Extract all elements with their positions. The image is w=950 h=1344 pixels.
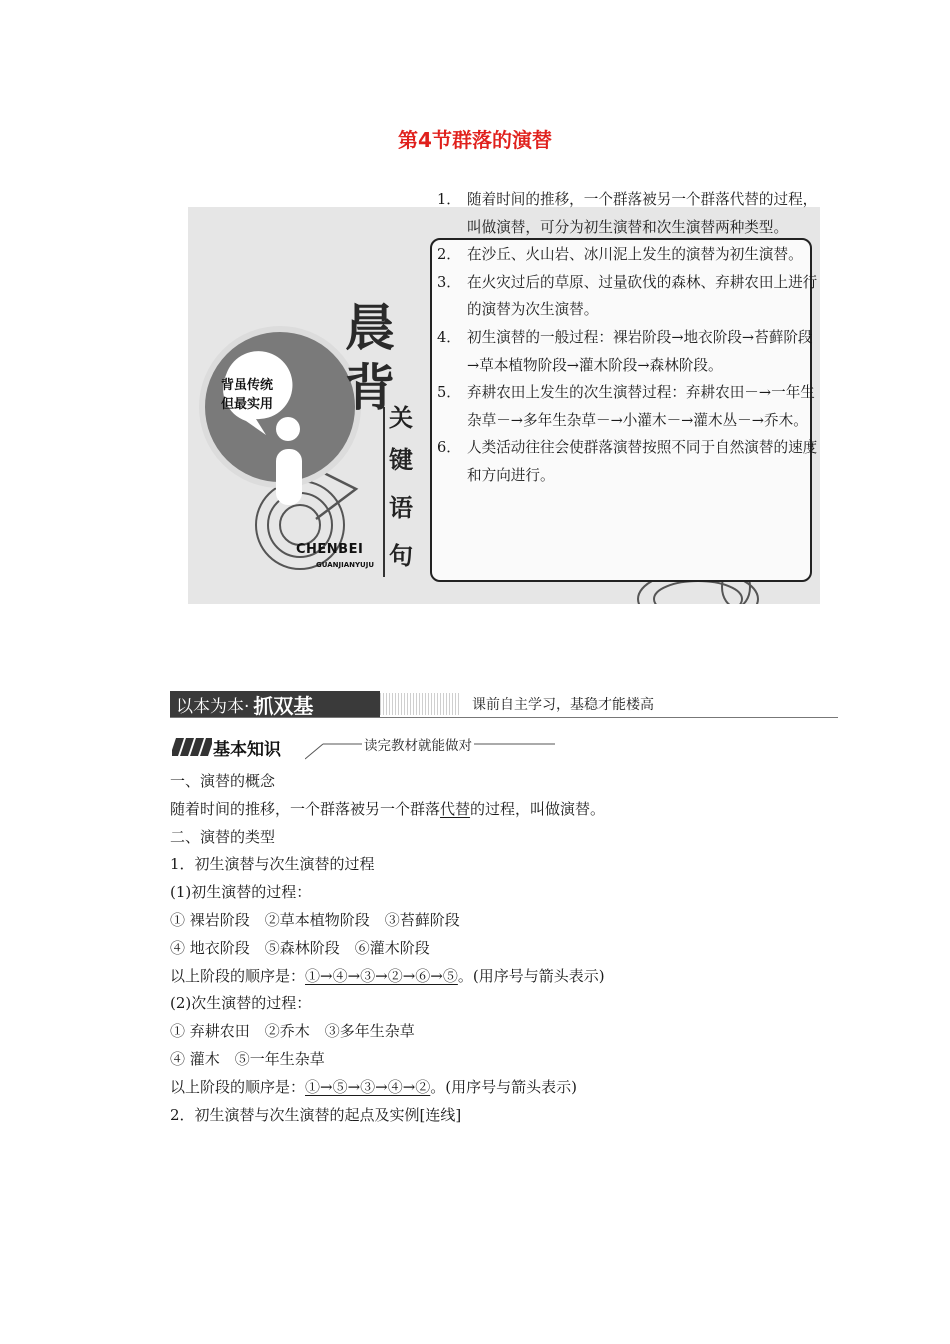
page-title: 第4节群落的演替 xyxy=(398,128,552,152)
bubble-line-1: 背虽传统 xyxy=(221,378,274,393)
text-span: 。(用序号与箭头表示) xyxy=(430,1077,578,1096)
text-span: 以上阶段的顺序是： xyxy=(170,1077,306,1096)
secondary-stage-line-1: ① 弃耕农田 ②乔木 ③多年生杂草 xyxy=(170,1022,415,1041)
basic-knowledge-label: 基本知识 xyxy=(213,740,281,760)
primary-stage-line-2: ④ 地衣阶段 ⑤森林阶段 ⑥灌木阶段 xyxy=(170,938,430,957)
answer-blank: 代替 xyxy=(440,799,471,818)
secondary-succession-label: (2)次生演替的过程： xyxy=(170,994,312,1013)
basic-knowledge-subtitle: 读完教材就能做对 xyxy=(362,734,474,754)
key-sentences-list xyxy=(434,186,820,490)
banner-subtitle: 课前自主学习，基稳才能楼高 xyxy=(472,697,654,713)
concept-paragraph xyxy=(170,796,850,824)
recite-small-char-1: 关 xyxy=(389,404,413,432)
subheading-examples: 2．初生演替与次生演替的起点及实例[连线] xyxy=(170,1105,462,1124)
text-span: 的过程，叫做演替。 xyxy=(470,799,606,818)
secondary-stage-line-2: ④ 灌木 ⑤一年生杂草 xyxy=(170,1049,325,1068)
item-text: 人类活动往往会使群落演替按照不同于自然演替的速度和方向进行。 xyxy=(467,439,818,484)
item-text: 弃耕农田上发生的次生演替过程：弃耕农田－→一年生杂草－→多年生杂草－→小灌木－→灌木丛－→乔木。 xyxy=(467,384,815,429)
bubble-line-2: 但最实用 xyxy=(221,397,274,412)
primary-order-line xyxy=(170,963,850,991)
stripes-icon xyxy=(172,736,212,758)
brand-label: CHENBEI xyxy=(296,542,364,557)
list-item xyxy=(434,324,820,379)
heading-concept: 一、演替的概念 xyxy=(170,772,276,790)
item-text: 在沙丘、火山岩、冰川泥上发生的演替为初生演替。 xyxy=(467,246,803,264)
speech-bubble-text xyxy=(221,376,273,414)
primary-stage-line-1: ① 裸岩阶段 ②草本植物阶段 ③苔藓阶段 xyxy=(170,910,460,929)
primary-succession-label: (1)初生演替的过程： xyxy=(170,883,312,902)
subheading-process: 1．初生演替与次生演替的过程 xyxy=(170,855,375,874)
knowledge-content xyxy=(170,768,850,1129)
text-span: 。(用序号与箭头表示) xyxy=(457,966,605,985)
secondary-order-line xyxy=(170,1074,850,1102)
recite-small-char-4: 句 xyxy=(389,542,413,570)
list-item xyxy=(434,434,820,489)
section-banner xyxy=(170,691,380,717)
recite-small-char-2: 键 xyxy=(389,446,413,474)
heading-types: 二、演替的类型 xyxy=(170,827,276,846)
brand-sub-label: GUANJIANYUJU xyxy=(316,561,375,569)
list-item xyxy=(434,186,820,241)
item-number: 2． xyxy=(437,246,461,264)
banner-title: 抓双基 xyxy=(253,693,314,718)
list-item xyxy=(434,379,820,434)
item-number: 4． xyxy=(437,328,461,346)
divider xyxy=(170,717,838,718)
text-span: 以上阶段的顺序是： xyxy=(170,966,306,985)
item-number: 1． xyxy=(437,191,461,208)
banner-prefix: 以本为本· xyxy=(176,696,250,717)
item-text: 初生演替的一般过程：裸岩阶段→地衣阶段→苔藓阶段→草本植物阶段→灌木阶段→森林阶段。 xyxy=(467,328,813,374)
item-text: 在火灾过后的草原、过量砍伐的森林、弃耕农田上进行的演替为次生演替。 xyxy=(467,273,818,319)
item-text: 随着时间的推移，一个群落被另一个群落代替的过程，叫做演替，可分为初生演替和次生演替两种类型。 xyxy=(467,191,818,236)
list-item xyxy=(434,269,820,324)
banner-hatch-decoration xyxy=(380,693,460,715)
recite-big-char-1: 晨 xyxy=(345,299,395,357)
item-number: 3． xyxy=(437,273,461,291)
list-item xyxy=(434,241,820,269)
answer-blank: ①→⑤→③→④→② xyxy=(305,1077,431,1096)
item-number: 5． xyxy=(437,384,461,402)
recite-big-char-2: 背 xyxy=(345,359,395,417)
recite-small-char-3: 语 xyxy=(389,494,413,522)
item-number: 6． xyxy=(437,439,461,457)
text-span: 随着时间的推移，一个群落被另一个群落 xyxy=(170,799,441,818)
answer-blank: ①→④→③→②→⑥→⑤ xyxy=(305,966,458,985)
